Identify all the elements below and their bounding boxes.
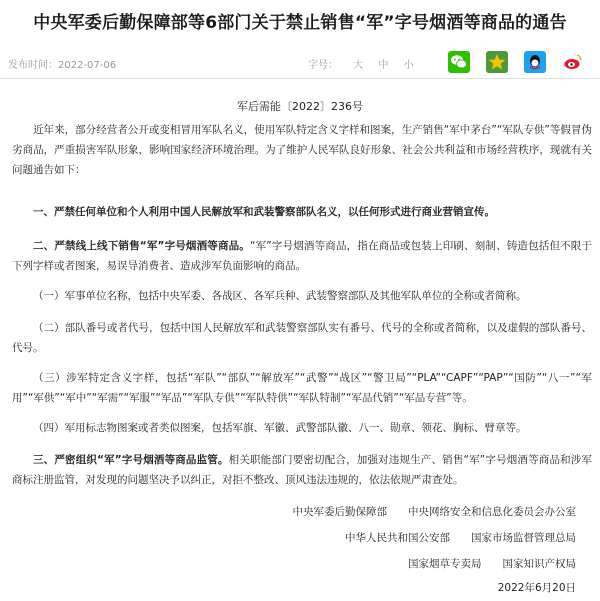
clause-two-item-1: （一）军事单位名称，包括中央军委、各战区、各军兵种、武装警察部队及其他军队单位的全称或者简称。 — [33, 290, 527, 302]
clause-two-item-3: （三）涉军特定含义字样，包括“军队”“部队”“解放军”“武警”“战区”“警卫局”“PLA”“CAPF”“PAP”“国防”“八一”“军用”“军供”“军中”“军需”“军服”“军品”“军队专供”“军队特供”“军队特制”“军品代销”“军品专营”等。 — [12, 372, 592, 404]
clause-one: 一、严禁任何单位和个人利用中国人民解放军和武装警察部队名义，以任何形式进行商业营销宣传。 — [33, 206, 495, 218]
page-title: 中央军委后勤保障部等6部门关于禁止销售“军”字号烟酒等商品的通告 — [33, 13, 567, 33]
publish-time: 发布时间：2022-07-06 — [8, 60, 117, 71]
clause-two-item-2: （二）部队番号或者代号，包括中国人民解放军和武装警察部队实有番号、代号的全称或者简称，以及虚假的部队番号、代号。 — [12, 322, 592, 354]
clause-two-item-4: （四）军用标志物图案或者类似图案，包括军旗、军徽、武警部队徽、八一、勋章、领花、胸标、臂章等。 — [33, 422, 527, 434]
clause-two — [12, 236, 592, 276]
font-size-small[interactable]: 小 — [403, 60, 414, 71]
clause-two-heading: 二、严禁线上线下销售“军”字号烟酒等商品。 — [33, 240, 250, 252]
wechat-icon[interactable] — [448, 51, 470, 73]
clause-three-heading: 三、严密组织“军”字号烟酒等商品监管。 — [33, 454, 229, 466]
signature-line-2: 中华人民共和国公安部 国家市场监督管理总局 — [345, 532, 576, 544]
clause-two-text: “军”字号烟酒等商品，指在商品或包装上印刷、刻制、铸造包括但不限于下列字样或者图案，易误导消费者、造成涉军负面影响的商品。 — [12, 240, 592, 272]
font-size-medium[interactable]: 中 — [378, 60, 389, 71]
intro-paragraph: 近年来，部分经营者公开或变相冒用军队名义，使用军队特定含义字样和图案，生产销售“军中茅台”“军队专供”等假冒伪劣商品，严重损害军队形象，影响国家经济环境治理。为了维护人民军队良好形象、社会公共利益和市场经营秩序，现就有关问题通告如下： — [12, 124, 592, 176]
document-number: 军后需能〔2022〕236号 — [237, 100, 363, 113]
font-size-large[interactable]: 大 — [353, 60, 364, 71]
clause-three-text: 相关职能部门要密切配合，加强对违规生产、销售“军”字号烟酒等商品和涉军商标注册监管，对发现的问题坚决予以纠正，对拒不整改、顶风违法违规的，依法依规严肃查处。 — [12, 454, 592, 486]
clause-three — [12, 450, 592, 490]
article-meta-bar — [0, 48, 600, 79]
favorite-star-icon[interactable] — [486, 51, 508, 73]
qq-icon[interactable] — [524, 51, 546, 73]
signature-date: 2022年6月20日 — [497, 582, 576, 594]
weibo-icon[interactable] — [562, 51, 584, 73]
signature-line-1: 中央军委后勤保障部 中央网络安全和信息化委员会办公室 — [292, 506, 576, 518]
font-size-label: 字号： — [308, 60, 338, 71]
signature-line-3: 国家烟草专卖局 国家知识产权局 — [408, 558, 576, 570]
share-bar — [448, 51, 595, 73]
font-size-selector — [308, 56, 426, 71]
